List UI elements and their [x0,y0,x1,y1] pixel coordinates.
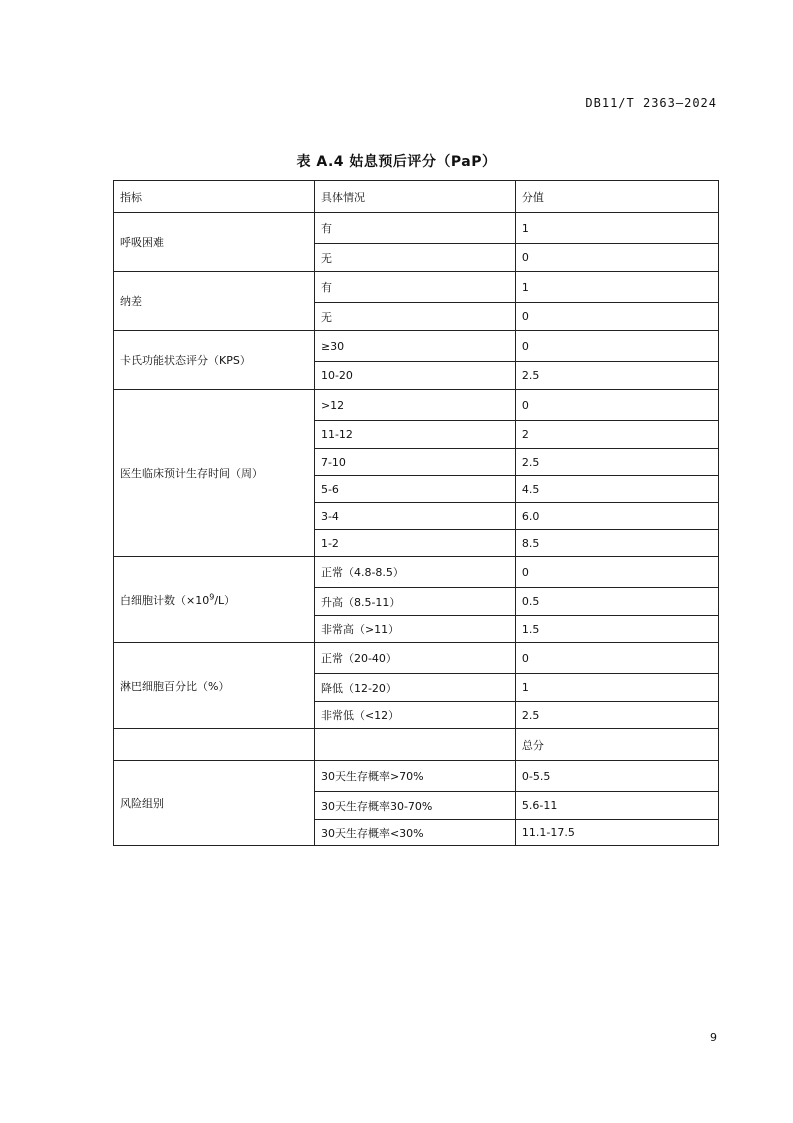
condition-cell: 30天生存概率30-70% [314,792,515,820]
total-score-label: 总分 [515,729,718,761]
condition-cell: 正常（20-40） [314,643,515,674]
score-cell: 0 [515,557,718,588]
score-cell: 2.5 [515,362,718,390]
table-row [114,761,719,792]
score-cell: 1.5 [515,616,718,643]
score-cell: 1 [515,213,718,244]
score-cell: 2.5 [515,702,718,729]
table-row [114,272,719,303]
indicator-dyspnea: 呼吸困难 [114,213,315,272]
score-cell: 0 [515,331,718,362]
wbc-label-prefix: 白细胞计数（×10 [120,593,210,607]
table-header-row [114,181,719,213]
condition-cell: 30天生存概率>70% [314,761,515,792]
condition-cell: ≥30 [314,331,515,362]
indicator-anorexia: 纳差 [114,272,315,331]
condition-cell: 30天生存概率<30% [314,820,515,846]
condition-cell: 有 [314,272,515,303]
condition-cell: 11-12 [314,421,515,449]
table-row [114,557,719,588]
score-cell: 1 [515,674,718,702]
condition-cell: 10-20 [314,362,515,390]
pap-score-table [113,180,719,846]
score-cell: 0.5 [515,588,718,616]
score-cell: 0-5.5 [515,761,718,792]
score-cell: 8.5 [515,530,718,557]
condition-cell: >12 [314,390,515,421]
score-cell: 4.5 [515,476,718,503]
indicator-wbc [114,557,315,643]
total-indicator-cell [114,729,315,761]
condition-cell: 非常高（>11） [314,616,515,643]
score-cell: 0 [515,390,718,421]
header-condition: 具体情况 [314,181,515,213]
condition-cell: 非常低（<12） [314,702,515,729]
condition-cell: 无 [314,303,515,331]
indicator-lymphocyte: 淋巴细胞百分比（%） [114,643,315,729]
indicator-clinical-prediction: 医生临床预计生存时间（周） [114,390,315,557]
page-number: 9 [710,1031,717,1044]
score-cell: 6.0 [515,503,718,530]
condition-cell: 7-10 [314,449,515,476]
table-row [114,643,719,674]
condition-cell: 正常（4.8-8.5） [314,557,515,588]
score-cell: 0 [515,303,718,331]
table-row [114,213,719,244]
wbc-label-exponent: 9 [209,591,215,601]
score-cell: 2 [515,421,718,449]
total-condition-cell [314,729,515,761]
condition-cell: 无 [314,244,515,272]
condition-cell: 降低（12-20） [314,674,515,702]
table-row [114,331,719,362]
header-indicator: 指标 [114,181,315,213]
condition-cell: 5-6 [314,476,515,503]
indicator-kps: 卡氏功能状态评分（KPS） [114,331,315,390]
score-cell: 11.1-17.5 [515,820,718,846]
indicator-risk-group: 风险组别 [114,761,315,846]
condition-cell: 1-2 [314,530,515,557]
score-cell: 0 [515,643,718,674]
standard-code: DB11/T 2363—2024 [585,96,717,110]
score-cell: 5.6-11 [515,792,718,820]
score-cell: 1 [515,272,718,303]
total-row [114,729,719,761]
condition-cell: 3-4 [314,503,515,530]
condition-cell: 有 [314,213,515,244]
condition-cell: 升高（8.5-11） [314,588,515,616]
score-cell: 2.5 [515,449,718,476]
score-cell: 0 [515,244,718,272]
table-row [114,390,719,421]
header-score: 分值 [515,181,718,213]
table-title: 表 A.4 姑息预后评分（PaP） [296,154,497,170]
wbc-label-suffix: /L） [214,593,236,607]
